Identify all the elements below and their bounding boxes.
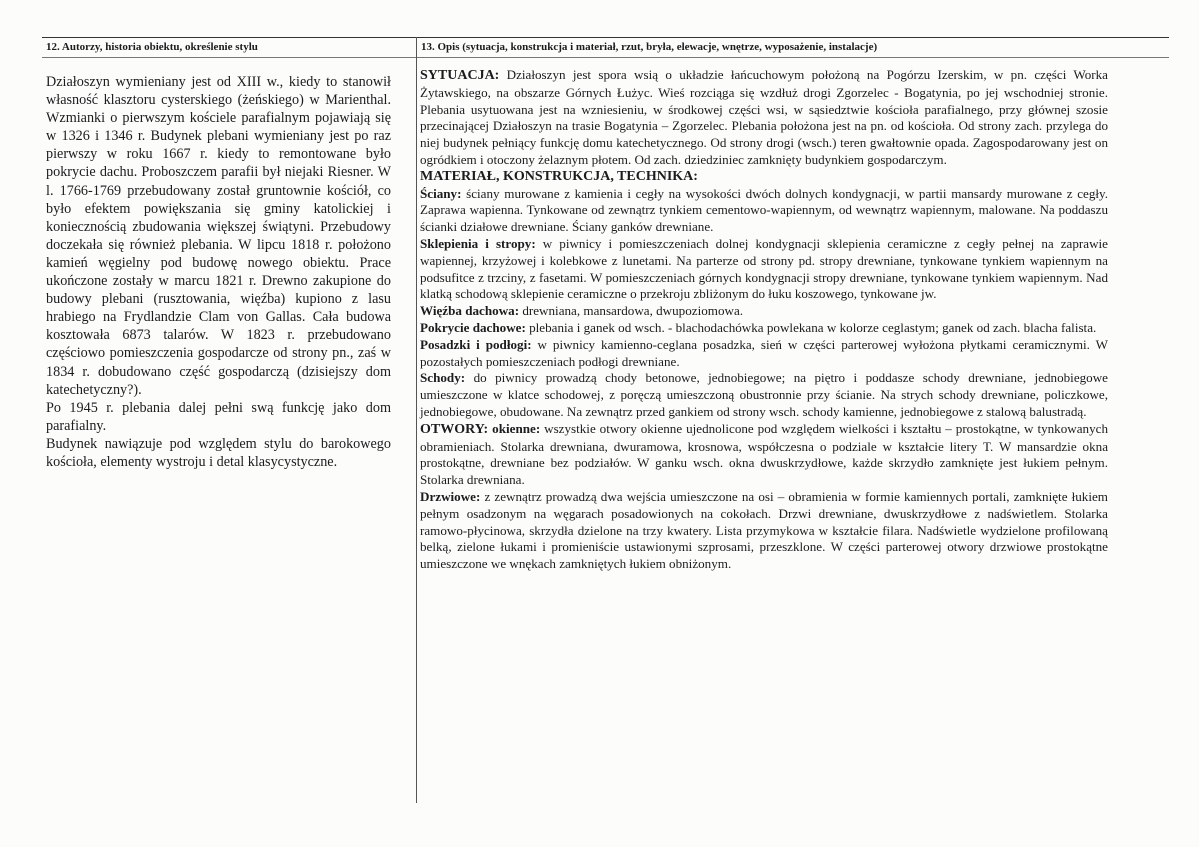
sklepienia-label: Sklepienia i stropy: — [420, 235, 536, 251]
history-paragraph-2: Po 1945 r. plebania dalej pełni swą funkcję jako dom parafialny. — [46, 399, 391, 434]
section-12-header: 12. Autorzy, historia obiektu, określenie stylu — [46, 41, 258, 53]
okienne-label: okienne: — [488, 420, 541, 436]
sytuacja-label: SYTUACJA: — [420, 68, 500, 83]
right-header-rule — [417, 57, 1169, 58]
schody-section — [420, 370, 1108, 420]
left-header-rule — [42, 57, 416, 58]
sciany-section — [420, 186, 1108, 236]
okienne-text: wszystkie otwory okienne ujednolicone pod względem wielkości i kształtu – prostokątne, w tynkowanych obramieniach. Stolarka drewniana, dwuramowa, krosnowa, współczesna o podziale w kształcie litery T. W mansardzie okna prostokątne, drewniane bez podziałów. W ganku wsch. okna dwuskrzydłowe, każde skrzydło zamknięte jest łukiem pełnym. Stolarka drewniana. — [420, 420, 1108, 488]
column-divider — [416, 37, 417, 803]
sklepienia-text: w piwnicy i pomieszczeniach dolnej kondygnacji sklepienia ceramiczne z cegły pełnej na zaprawie wapiennej, krzyżowej i kolebkowe z lunetami. Na parterze od strony pd. stropy drewniane, tynkowane tynkiem wapiennym na podsufitce z trzciny, z fasetami. W pomieszczeniach górnych kondygnacji stropy drewniane, tynkowane tynkiem wapiennym. Nad klatką schodową sklepienie ceramiczne o przekroju zbliżonym do łuku koszowego, tynkowane jw. — [420, 235, 1108, 302]
sytuacja-section — [420, 67, 1108, 169]
top-rule — [42, 37, 1169, 38]
pokrycie-section — [420, 320, 1108, 337]
otwory-section — [420, 421, 1108, 489]
schody-text: do piwnicy prowadzą chody betonowe, jednobiegowe; na piętro i poddasze schody drewniane, jednobiegowe umieszczone w klatce schodowej, z poręczą umieszczoną obustronnie przy ścianie. Na strych schody drewniane, policzkowe, jednobiegowe, obudowane. Na zewnątrz przed gankiem od strony wsch. schody kamienne, jednobiegowe z stalową balustradą. — [420, 370, 1108, 419]
sciany-label: Ściany: — [420, 185, 462, 201]
history-paragraph-1: Działoszyn wymieniany jest od XIII w., kiedy to stanowił własność klasztoru cysterskiego (żeńskiego) w Marienthal. Wzmianki o pierwszym kościele parafialnym pojawiają się w 1326 i 1346 r. Budynek plebani wymieniany jest po raz pierwszy w roku 1667 r. kiedy to remontowane było pokrycie dachu. Proboszczem parafii był niejaki Riesner. W l. 1766-1769 przebudowany został gruntownie kościół, co było efektem powiększania się gminy katolickiej i koniecznością zbudowania większej świątyni. Przebudowy doczekała się również plebania. W lipcu 1818 r. położono kamień węgielny pod budowę nowego obiektu. Prace ukończone zostały w marcu 1821 r. Drewno zakupione do budowy plebani (rusztowania, więźba) kupiono z lasu hrabiego na Frydlandzie Clam von Gallas. Cała budowa kosztowała 6873 talarów. W 1823 r. przebudowano częściowo pomieszczenia gospodarcze od strony pn., zaś w 1834 r. dobudowano część gospodarczą (dzisiejszy dom katechetyczny?). — [46, 74, 391, 398]
pokrycie-label: Pokrycie dachowe: — [420, 319, 526, 335]
drzwiowe-text: z zewnątrz prowadzą dwa wejścia umieszczone na osi – obramienia w formie kamiennych portali, zamknięte łukiem pełnym osadzonym na węgarach posadowionych na cokołach. Drzwi drewniane, dwuskrzydłowe z nadświetlem. Stolarka ramowo-płycinowa, skrzydła dzielone na trzy kwatery. Lista przymykowa w kształcie filara. Nadświetle wydzielone profilowaną belką, zielone łukami i promieniście ustawionymi szprosami, przeszklone. W części parterowej otwory drzwiowe prostokątne umieszczone we wnękach zamkniętych łukiem obniżonym. — [420, 488, 1108, 572]
sklepienia-section — [420, 236, 1108, 303]
wiezba-label: Więźba dachowa: — [420, 303, 520, 319]
posadzki-text: w piwnicy kamienno-ceglana posadzka, sień w części parterowej wyłożona płytkami ceramicznymi. W pozostałych pomieszczeniach podłogi drewniane. — [420, 336, 1109, 369]
description-column — [420, 67, 1108, 573]
drzwiowe-section — [420, 489, 1108, 573]
otwory-label: OTWORY: — [420, 421, 489, 437]
sytuacja-text: Działoszyn jest spora wsią o układzie łańcuchowym położoną na Pogórzu Izerskim, w pn. części Worka Żytawskiego, na obszarze Górnych Łużyc. Wieś rozciąga się wzdłuż drogi Zgorzelec - Bogatynia, po jej wschodniej stronie. Plebania usytuowana jest na wzniesieniu, w środkowej części wsi, w sąsiedztwie kościoła parafialnego, przy głównej szosie przecinającej Działoszyn na trasie Bogatynia – Zgorzelec. Plebania położona jest na pn. od kościoła. Od strony zach. przylega do niej budynek pełniący funkcję domu katechetycznego. Od strony drogi (wsch.) teren gwałtownie opada. Zagospodarowany jest on ogródkiem i otoczony żelaznym płotem. Od zach. dziedziniec zamknięty budynkiem gospodarczym. — [420, 67, 1108, 167]
schody-label: Schody: — [420, 370, 466, 386]
pokrycie-text: plebania i ganek od wsch. - blachodachówka powlekana w kolorze ceglastym; ganek od zach. blacha falista. — [525, 319, 1097, 335]
posadzki-section — [420, 337, 1108, 371]
history-column — [46, 73, 391, 471]
sciany-text: ściany murowane z kamienia i cegły na wysokości dwóch dolnych kondygnacji, w partii mansardy murowane z cegły. Zaprawa wapienna. Tynkowane od zewnątrz tynkiem cementowo-wapiennym, od wewnątrz wapiennym, malowane. Na poddaszu ścianki działowe drewniane. Ściany ganków drewniane. — [420, 185, 1108, 235]
wiezba-text: drewniana, mansardowa, dwupoziomowa. — [519, 303, 744, 319]
section-13-header: 13. Opis (sytuacja, konstrukcja i materiał, rzut, bryła, elewacje, wnętrze, wyposażenie, instalacje) — [421, 41, 878, 53]
wiezba-section — [420, 303, 1108, 320]
posadzki-label: Posadzki i podłogi: — [420, 336, 532, 352]
material-heading: MATERIAŁ, KONSTRUKCJA, TECHNIKA: — [420, 168, 698, 184]
history-paragraph-3: Budynek nawiązuje pod względem stylu do barokowego kościoła, elementy wystroju i detal klasycystyczne. — [46, 435, 391, 470]
drzwiowe-label: Drzwiowe: — [420, 488, 481, 504]
